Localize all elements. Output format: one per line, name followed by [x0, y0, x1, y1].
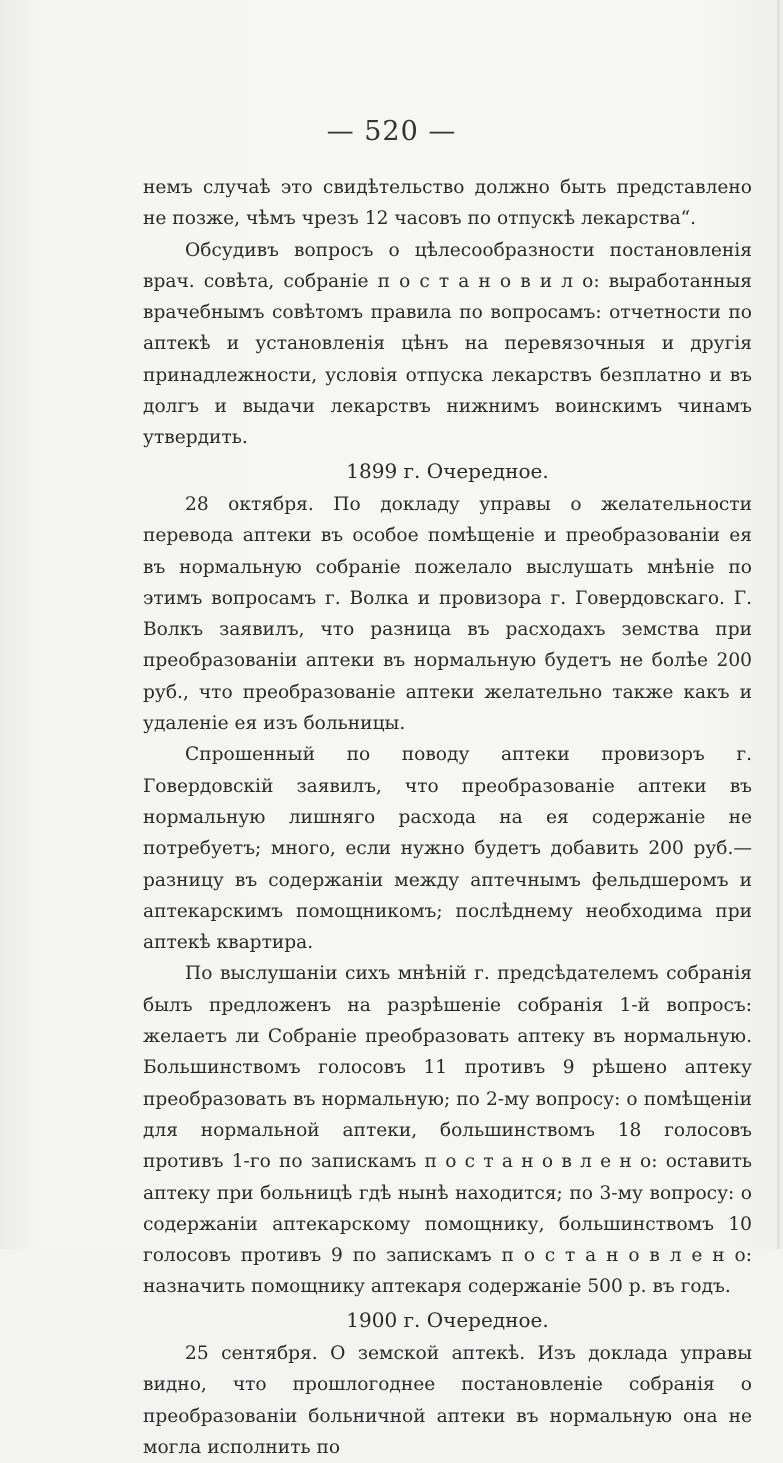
paragraph-provisor-statement: Спрошенный по поводу аптеки провизоръ г. Говердовскій заявилъ, что преобразованіе аптеки въ нормальную лишняго расхода на ея содержаніе не потребуетъ; много, если нужно будетъ добавить 200 руб.—разницу въ содержаніи между аптечнымъ фельдшеромъ и аптекарскимъ помощникомъ; послѣднему необходима при аптекѣ квартира. — [143, 744, 752, 954]
paragraph-continuation: немъ случаѣ это свидѣтельство должно быть представлено не позже, чѣмъ чрезъ 12 часовъ по отпускѣ лекарства“. — [143, 177, 752, 230]
page-edge — [777, 0, 783, 1249]
paragraph-september-25: 25 сентября. О земской аптекѣ. Изъ доклада управы видно, что прошлогоднее постановленіе собранія о преобразованіи больничной аптеки въ нормальную она не могла исполнить по — [143, 1342, 752, 1458]
section-heading-1899: 1899 г. Очередное. — [346, 458, 549, 483]
paragraph-october-28: 28 октября. По докладу управы о желательности перевода аптеки въ особое помѣщеніе и преобразованіи ея въ нормальную собраніе пожелало выслушать мнѣніе по этимъ вопросамъ г. Волка и провизора г. Говердовскаго. Г. Волкъ заявилъ, что разница въ расходахъ земства при преобразованіи аптеки въ нормальную будетъ не болѣе 200 руб., что преобразованіе аптеки желательно также какъ и удаленіе ея изъ больницы. — [143, 493, 752, 735]
paragraph-resolution-pharmacy-rules: Обсудивъ вопросъ о цѣлесообразности постановленія врач. совѣта, собраніе п о с т а н о в и л о: выработанныя врачебнымъ совѣтомъ правила по вопросамъ: отчетности по аптекѣ и установленія цѣнъ на перевязочныя и другія принадлежности, условія отпуска лекарствъ безплатно и въ долгъ и выдачи лекарствъ нижнимъ воинскимъ чинамъ утвердить. — [143, 239, 752, 449]
section-heading-1900: 1900 г. Очередное. — [346, 1307, 549, 1332]
page-body-text — [143, 172, 752, 1463]
page-number: — 520 — — [326, 116, 457, 147]
paragraph-assembly-vote: По выслушаніи сихъ мнѣній г. предсѣдателемъ собранія былъ предложенъ на разрѣшеніе собранія 1-й вопросъ: желаетъ ли Собраніе преобразовать аптеку въ нормальную. Большинствомъ голосовъ 11 противъ 9 рѣшено аптеку преобразовать въ нормальную; по 2-му вопросу: о помѣщеніи для нормальной аптеки, большинствомъ 18 голосовъ противъ 1-го по запискамъ п о с т а н о в л е н о: оставить аптеку при больницѣ гдѣ нынѣ находится; по 3-му вопросу: о содержаніи аптекарскому помощнику, большинствомъ 10 голосовъ противъ 9 по запискамъ п о с т а н о в л е н о: назначить помощнику аптекаря содержаніе 500 р. въ годъ. — [143, 963, 752, 1298]
